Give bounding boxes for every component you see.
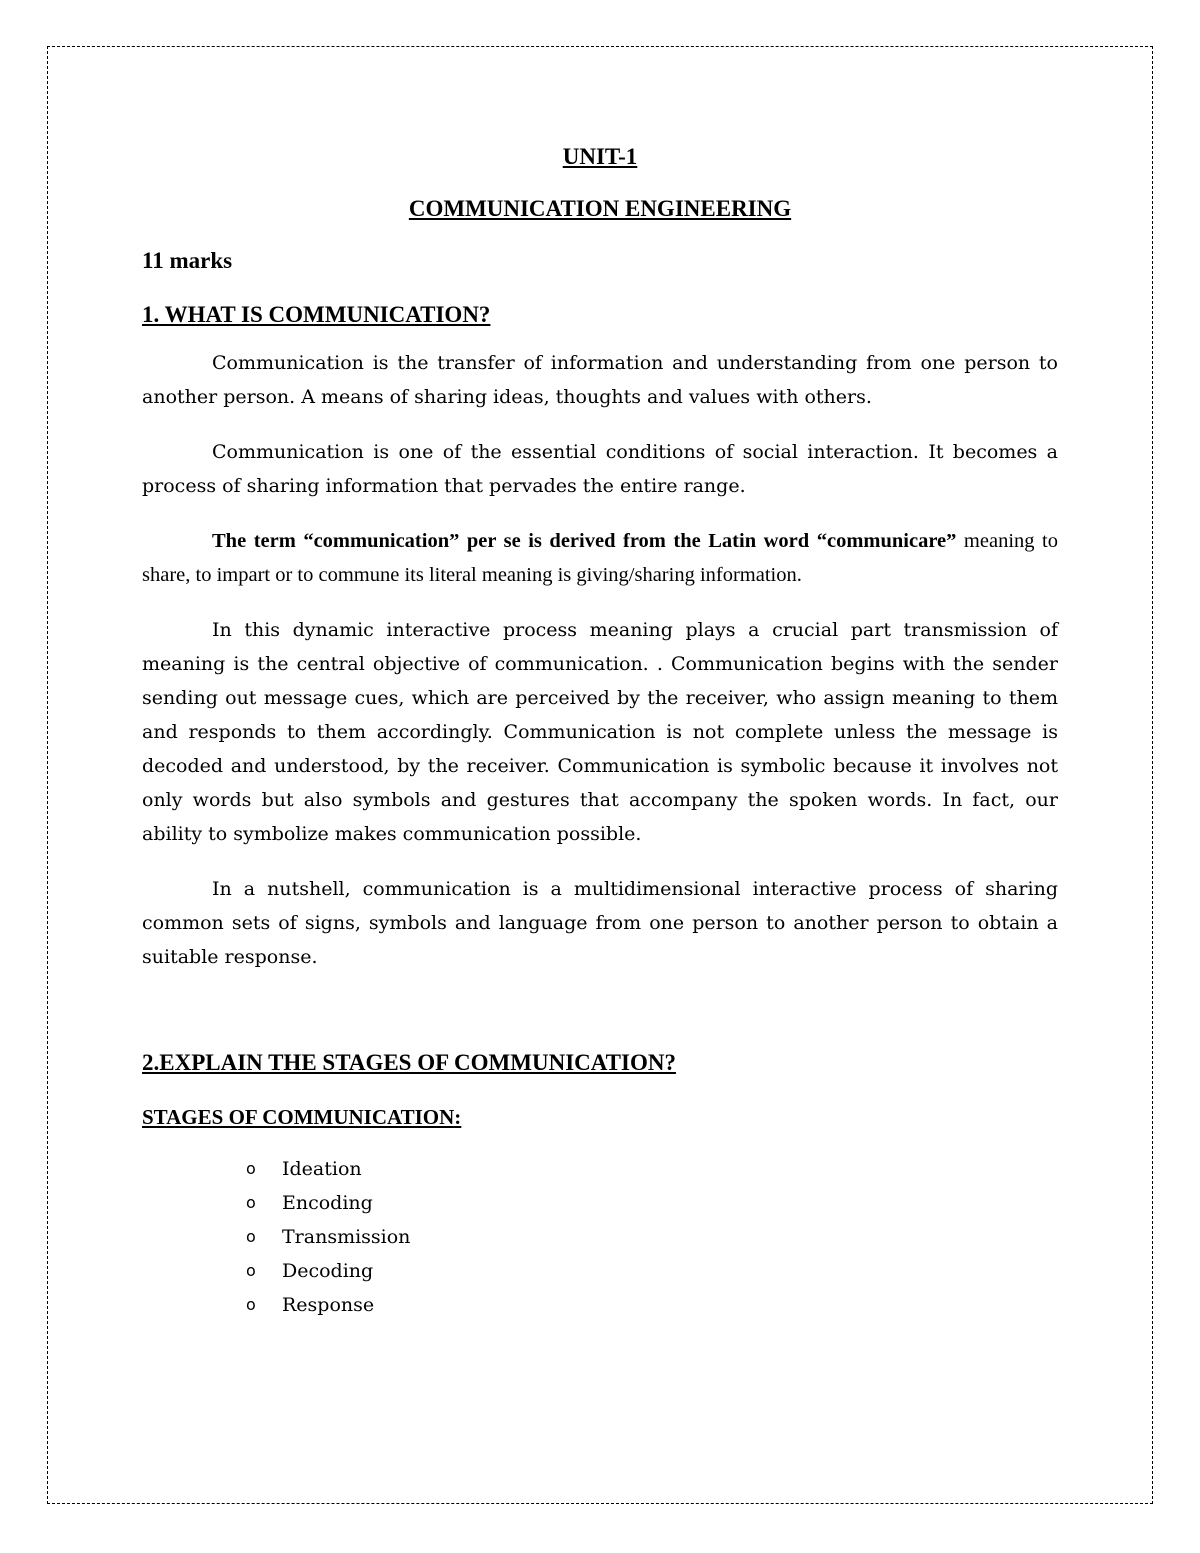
hollow-bullet-icon: o — [246, 1227, 256, 1246]
document-content — [142, 140, 1058, 1322]
paragraph-3-lead-b: ” — [946, 530, 957, 552]
list-item — [142, 1152, 1058, 1186]
hollow-bullet-icon: o — [246, 1261, 256, 1280]
stages-list — [142, 1152, 1058, 1322]
list-item — [142, 1220, 1058, 1254]
unit-title: UNIT-1 — [562, 144, 638, 169]
paragraph-3-lead-a: The term “communication” per se is derived from the Latin word “ — [212, 530, 827, 552]
hollow-bullet-icon: o — [246, 1159, 256, 1178]
stage-label: Decoding — [282, 1260, 374, 1282]
paragraph-4: In this dynamic interactive process meaning plays a crucial part transmission of meaning is the central objective of communication. . Communication begins with the sender sending out message cues, which are perceived by the receiver, who assign meaning to them and responds to them accordingly. Communication is not complete unless the message is decoded and understood, by the receiver. Communication is symbolic because it involves not only words but also symbols and gestures that accompany the spoken words. In fact, our ability to symbolize makes communication possible. — [142, 619, 1058, 845]
paragraph-3-rest: meaning to share, to impart or to commune its literal meaning is giving/sharing information. — [142, 530, 1058, 586]
hollow-bullet-icon: o — [246, 1193, 256, 1212]
hollow-bullet-icon: o — [246, 1295, 256, 1314]
paragraph-2: Communication is one of the essential conditions of social interaction. It becomes a process of sharing information that pervades the entire range. — [142, 441, 1058, 497]
stages-subheading: STAGES OF COMMUNICATION: — [142, 1105, 462, 1129]
stage-label: Ideation — [282, 1158, 362, 1180]
section1-heading: 1. WHAT IS COMMUNICATION? — [142, 302, 491, 327]
paragraph-3 — [142, 524, 1058, 592]
list-item — [142, 1254, 1058, 1288]
stage-label: Transmission — [282, 1226, 411, 1248]
stage-label: Response — [282, 1294, 375, 1316]
section2-heading: 2.EXPLAIN THE STAGES OF COMMUNICATION? — [142, 1050, 676, 1075]
marks-label: 11 marks — [142, 248, 233, 273]
paragraph-3-lead — [212, 530, 956, 552]
paragraph-1: Communication is the transfer of information and understanding from one person to another person. A means of sharing ideas, thoughts and values with others. — [142, 352, 1058, 408]
list-item — [142, 1288, 1058, 1322]
paragraph-5: In a nutshell, communication is a multidimensional interactive process of sharing common sets of signs, symbols and language from one person to another person to obtain a suitable response. — [142, 878, 1058, 968]
list-item — [142, 1186, 1058, 1220]
stage-label: Encoding — [282, 1192, 373, 1214]
course-title: COMMUNICATION ENGINEERING — [408, 196, 792, 221]
paragraph-3-latin-word: communicare — [826, 530, 947, 552]
